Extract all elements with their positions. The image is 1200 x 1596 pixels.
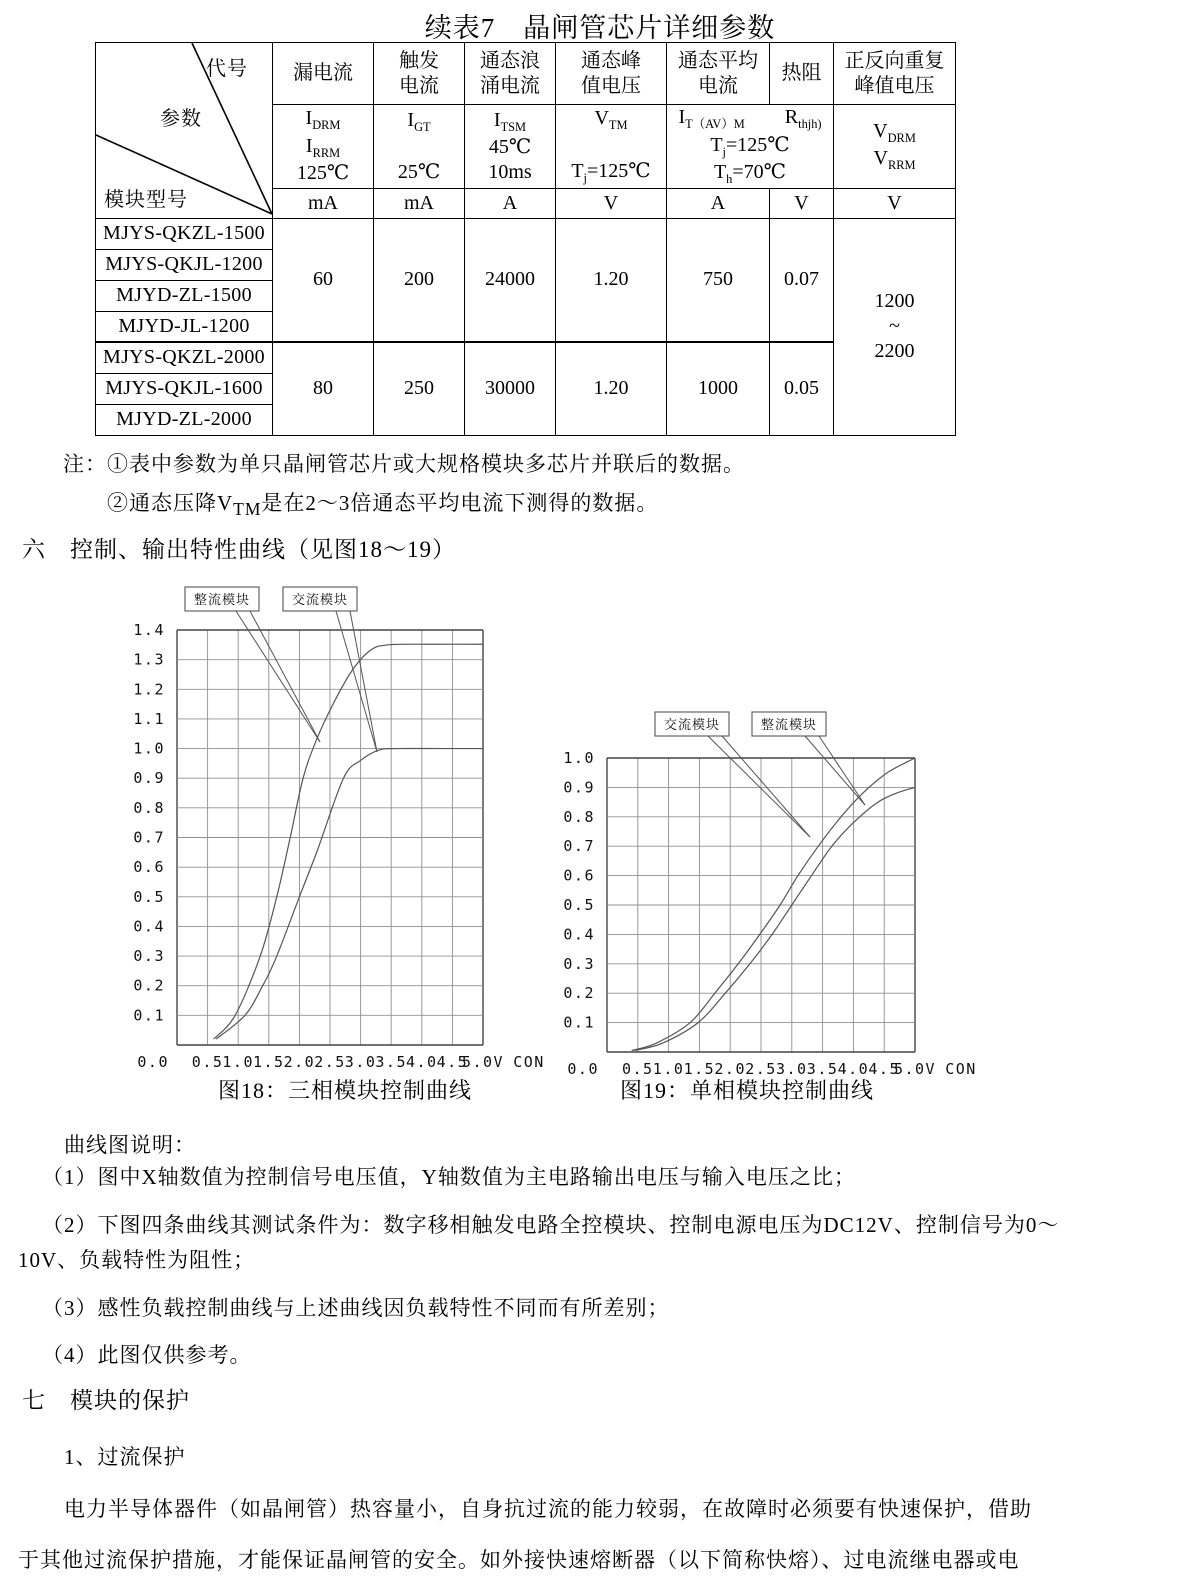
axis-tick-label: 3.5 bbox=[375, 1053, 407, 1071]
figure-19-chart bbox=[560, 700, 1030, 1085]
unit-cell: V bbox=[770, 188, 834, 218]
corner-label-parameter: 参数 bbox=[160, 108, 202, 130]
figure-18-chart bbox=[100, 575, 570, 1080]
axis-tick-label: 3.5 bbox=[806, 1060, 839, 1078]
axis-tick-label: 4.5 bbox=[436, 1053, 469, 1071]
value-cell-avg-g1: 750 bbox=[667, 218, 770, 342]
axis-tick-label: 1.4 bbox=[133, 621, 165, 639]
callout-label: 整流模块 bbox=[193, 592, 251, 607]
unit-cell: V bbox=[834, 188, 956, 218]
curve-note-2-continuation: 10V、负载特性为阻性； bbox=[18, 1248, 256, 1272]
axis-tick-label: 0.4 bbox=[563, 925, 595, 944]
value-cell-avg-g2: 1000 bbox=[667, 342, 770, 435]
axis-tick-label: 1.5 bbox=[683, 1060, 716, 1078]
value-cell-voltage-range: 1200 ~ 2200 bbox=[834, 218, 956, 435]
section-7-subheading: 1、过流保护 bbox=[64, 1445, 186, 1469]
unit-cell: A bbox=[465, 188, 556, 218]
model-cell: MJYD-JL-1200 bbox=[96, 311, 273, 342]
axis-tick-label: 0.7 bbox=[563, 837, 595, 856]
unit-cell: mA bbox=[374, 188, 465, 218]
symbol-cell-itsm: $I_{TSM}$ 45℃ 10ms bbox=[465, 105, 556, 189]
axis-tick-label: 0.7 bbox=[133, 828, 165, 847]
callout-label: 交流模块 bbox=[291, 592, 349, 607]
series-curve bbox=[214, 644, 483, 1039]
model-cell: MJYS-QKZL-1500 bbox=[96, 218, 273, 249]
value-cell-surge-g1: 24000 bbox=[465, 218, 556, 342]
axis-tick-label: 1.5 bbox=[253, 1053, 285, 1071]
series-curve bbox=[216, 748, 483, 1039]
axis-tick-label: 0.1 bbox=[133, 1006, 165, 1025]
callout-leader-line bbox=[819, 736, 865, 805]
axis-tick-label: 0.1 bbox=[563, 1013, 595, 1032]
axis-tick-label: 0.2 bbox=[563, 984, 595, 1003]
axis-tick-label: 5.0V bbox=[461, 1053, 505, 1071]
axis-tick-label: 0.6 bbox=[133, 858, 165, 877]
axis-tick-label: 1.0 bbox=[652, 1060, 685, 1078]
axis-tick-label: 2.0 bbox=[714, 1060, 746, 1078]
value-cell-trigger-g2: 250 bbox=[374, 342, 465, 435]
curve-notes-title: 曲线图说明： bbox=[64, 1133, 196, 1157]
axis-tick-label: 4.0 bbox=[837, 1060, 870, 1078]
figure-18-caption: 图18：三相模块控制曲线 bbox=[217, 1078, 472, 1103]
model-cell: MJYS-QKJL-1200 bbox=[96, 249, 273, 280]
symbol-cell-idrm: $I_{DRM}$ $I_{RRM}$ 125℃ bbox=[273, 105, 374, 189]
curve-note-1: （1）图中X轴数值为控制信号电压值，Y轴数值为主电路输出电压与输入电压之比； bbox=[42, 1165, 856, 1189]
axis-tick-label: 2.5 bbox=[745, 1060, 777, 1078]
series-curve bbox=[635, 787, 915, 1050]
callout-leader-line bbox=[722, 736, 810, 837]
section-6-heading: 六 控制、输出特性曲线（见图18～19） bbox=[22, 537, 456, 562]
axis-tick-label: 0.5 bbox=[563, 896, 595, 914]
axis-tick-label: 1.0 bbox=[222, 1053, 254, 1071]
value-cell-vtm-g1: 1.20 bbox=[556, 218, 667, 342]
axis-tick-label: 0.9 bbox=[133, 769, 165, 788]
callout-leader-line bbox=[350, 611, 377, 752]
axis-tick-label: 0.5 bbox=[133, 887, 165, 906]
unit-cell: mA bbox=[273, 188, 374, 218]
value-cell-rth-g2: 0.05 bbox=[770, 342, 834, 435]
header-cell-leakage-current: 漏电流 bbox=[273, 43, 374, 105]
axis-tick-label: 0.3 bbox=[563, 954, 595, 973]
axis-tick-label: 0.3 bbox=[133, 947, 165, 966]
axis-tick-label: 4.0 bbox=[406, 1053, 438, 1071]
axis-tick-label: 3.0 bbox=[344, 1053, 377, 1071]
corner-label-model: 模块型号 bbox=[104, 188, 188, 211]
axis-tick-label: 0.8 bbox=[563, 807, 595, 826]
callout-leader-line bbox=[336, 611, 377, 752]
value-cell-rth-g1: 0.07 bbox=[770, 218, 834, 342]
axis-tick-label: CON bbox=[513, 1053, 545, 1071]
value-cell-leak-g1: 60 bbox=[273, 218, 374, 342]
header-cell-repetitive-peak-voltage: 正反向重复 峰值电压 bbox=[834, 43, 956, 105]
axis-tick-label: 0.5 bbox=[622, 1060, 654, 1078]
symbol-cell-itavm-rth: $I_{T(AV)M}$ $R_{thjh)}$ $T_j=125℃$ $T_h=70℃$ bbox=[667, 105, 834, 189]
figure-19-caption: 图19：单相模块控制曲线 bbox=[619, 1078, 874, 1103]
axis-tick-label: 0.4 bbox=[133, 917, 165, 936]
axis-tick-label: 3.0 bbox=[776, 1060, 808, 1078]
unit-cell: A bbox=[667, 188, 770, 218]
axis-tick-label: 4.5 bbox=[868, 1060, 900, 1078]
thyristor-parameters-table bbox=[95, 42, 956, 436]
header-cell-surge-current: 通态浪 涌电流 bbox=[465, 43, 556, 105]
value-cell-surge-g2: 30000 bbox=[465, 342, 556, 435]
axis-tick-label: 2.0 bbox=[283, 1053, 316, 1071]
axis-tick-label: 1.0 bbox=[133, 739, 165, 758]
value-cell-trigger-g1: 200 bbox=[374, 218, 465, 342]
axis-tick-label: 1.1 bbox=[133, 709, 165, 728]
axis-tick-label: 5.0V bbox=[893, 1060, 937, 1078]
chart-canvas bbox=[560, 700, 1030, 1080]
body-paragraph-line-2: 于其他过流保护措施，才能保证晶闸管的安全。如外接快速熔断器（以下简称快熔）、过电流继电器或电 bbox=[18, 1548, 1020, 1572]
symbol-cell-vdrm: $V_{DRM}$ $V_{RRM}$ bbox=[834, 105, 956, 189]
table-note-1: 注：①表中参数为单只晶闸管芯片或大规格模块多芯片并联后的数据。 bbox=[63, 452, 745, 476]
axis-tick-label: 0.5 bbox=[191, 1053, 224, 1071]
axis-tick-label: 0.2 bbox=[133, 976, 165, 995]
axis-tick-label: 0.6 bbox=[563, 866, 595, 885]
model-cell: MJYS-QKJL-1600 bbox=[96, 373, 273, 404]
corner-label-symbol: 代号 bbox=[206, 58, 248, 80]
curve-note-2: （2）下图四条曲线其测试条件为：数字移相触发电路全控模块、控制电源电压为DC12V、控制信号为0～ bbox=[42, 1213, 1060, 1237]
table-corner-cell bbox=[96, 43, 273, 219]
axis-tick-label: 0.0 bbox=[137, 1053, 169, 1071]
callout-label: 整流模块 bbox=[760, 717, 818, 732]
table-note-2: ②通态压降$V_{TM}$是在2～3倍通态平均电流下测得的数据。 bbox=[107, 491, 659, 520]
unit-cell: V bbox=[556, 188, 667, 218]
model-cell: MJYS-QKZL-2000 bbox=[96, 342, 273, 373]
axis-tick-label: 0.0 bbox=[567, 1060, 599, 1078]
value-cell-vtm-g2: 1.20 bbox=[556, 342, 667, 435]
axis-tick-label: 0.8 bbox=[133, 798, 165, 817]
page-title: 续表7 晶闸管芯片详细参数 bbox=[424, 13, 776, 43]
value-cell-leak-g2: 80 bbox=[273, 342, 374, 435]
chart-canvas bbox=[100, 575, 570, 1075]
series-curve bbox=[632, 758, 915, 1051]
symbol-cell-igt: $I_{GT}$ 25℃ bbox=[374, 105, 465, 189]
callout-label: 交流模块 bbox=[663, 717, 721, 732]
axis-tick-label: 2.5 bbox=[314, 1053, 346, 1071]
callout-leader-line bbox=[708, 736, 810, 837]
axis-tick-label: 0.9 bbox=[563, 778, 595, 797]
axis-tick-label: 1.3 bbox=[133, 650, 165, 669]
header-cell-trigger-current: 触发 电流 bbox=[374, 43, 465, 105]
section-7-heading: 七 模块的保护 bbox=[22, 1388, 190, 1413]
callout-leader-line bbox=[805, 736, 865, 805]
axis-tick-label: CON bbox=[945, 1060, 977, 1078]
body-paragraph-line-1: 电力半导体器件（如晶闸管）热容量小，自身抗过流的能力较弱，在故障时必须要有快速保护，借助 bbox=[64, 1497, 1032, 1521]
header-cell-average-current: 通态平均 电流 bbox=[667, 43, 770, 105]
header-cell-peak-voltage: 通态峰 值电压 bbox=[556, 43, 667, 105]
curve-note-3: （3）感性负载控制曲线与上述曲线因负载特性不同而有所差别； bbox=[42, 1296, 670, 1320]
model-cell: MJYD-ZL-1500 bbox=[96, 280, 273, 311]
axis-tick-label: 1.0 bbox=[563, 749, 595, 767]
curve-note-4: （4）此图仅供参考。 bbox=[42, 1343, 252, 1367]
model-cell: MJYD-ZL-2000 bbox=[96, 404, 273, 435]
symbol-cell-vtm: $V_{TM}$ $T_j=125℃$ bbox=[556, 105, 667, 189]
axis-tick-label: 1.2 bbox=[133, 680, 165, 699]
header-cell-thermal-resistance: 热阻 bbox=[770, 43, 834, 105]
